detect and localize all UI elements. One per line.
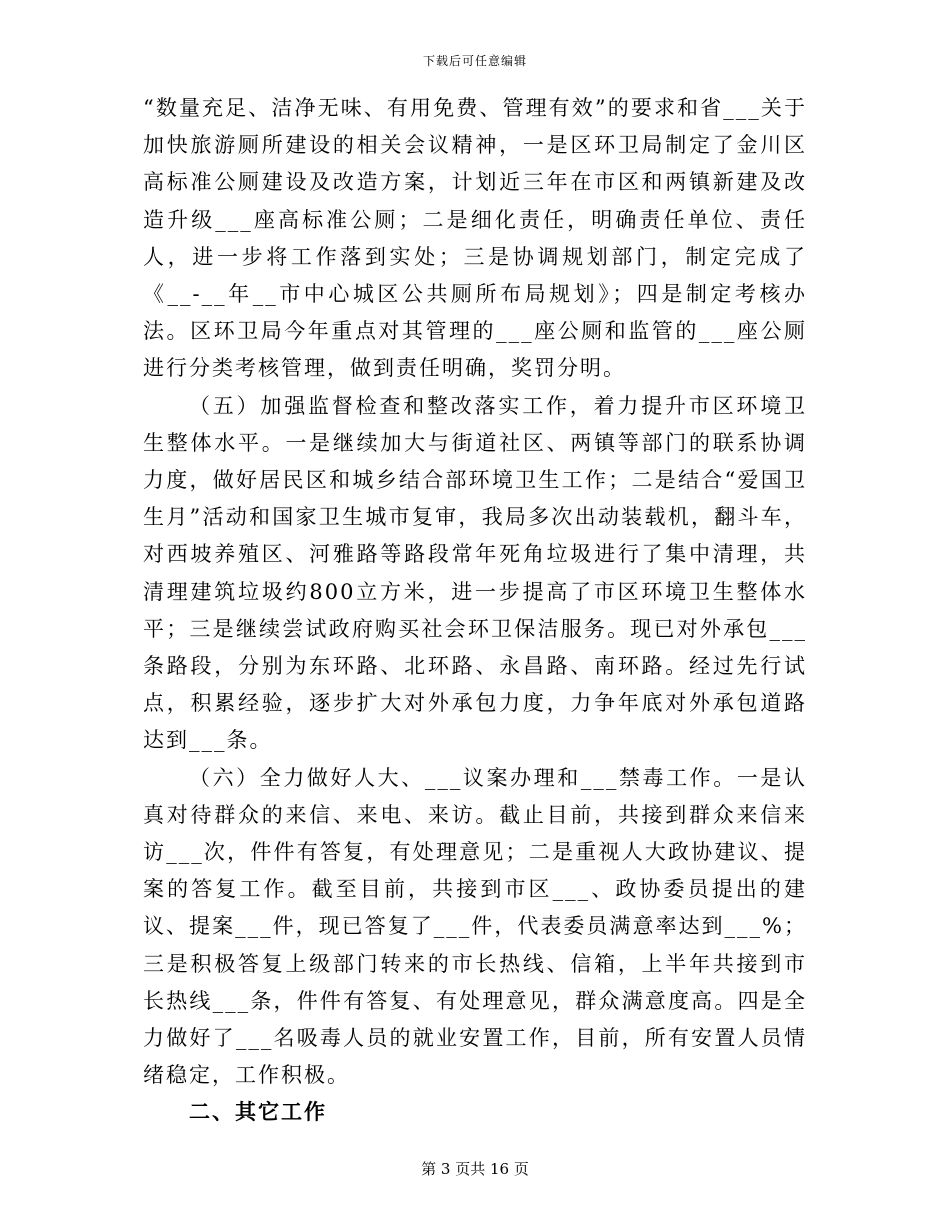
page-header: 下载后可任意编辑 [422, 54, 527, 68]
page-footer: 第 3 页共 16 页 [421, 1160, 529, 1178]
paragraph-1: “数量充足、洁净无味、有用免费、管理有效”的要求和省___关于加快旅游厕所建设的相关会议精神，一是区环卫局制定了金川区高标准公厕建设及改造方案，计划近三年在市区和两镇新建及改造升级___座高标准公厕；二是细化责任，明确责任单位、责任人，进一步将工作落到实处；三是协调规划部门，制定完成了《__-__年__市中心城区公共厕所布局规划》；四是制定考核办法。区环卫局今年重点对其管理的___座公厕和监管的___座公厕进行分类考核管理，做到责任明确，奖罚分明。 [143, 96, 807, 381]
paragraph-3: （六）全力做好人大、___议案办理和___禁毒工作。一是认真对待群众的来信、来电、来访。截止目前，共接到群众来信来访___次，件件有答复，有处理意见；二是重视人大政协建议、提案的答复工作。截至目前，共接到市区___、政协委员提出的建议、提案___件，现已答复了___件，代表委员满意率达到___%；三是积极答复上级部门转来的市长热线、信箱，上半年共接到市长热线___条，件件有答复、有处理意见，群众满意度高。四是全力做好了___名吸毒人员的就业安置工作，目前，所有安置人员情绪稳定，工作积极。 [143, 765, 807, 1088]
document-body [143, 90, 807, 1132]
paragraph-2: （五）加强监督检查和整改落实工作，着力提升市区环境卫生整体水平。一是继续加大与街道社区、两镇等部门的联系协调力度，做好居民区和城乡结合部环境卫生工作；二是结合“爱国卫生月”活动和国家卫生城市复审，我局多次出动装载机，翻斗车，对西坡养殖区、河雅路等路段常年死角垃圾进行了集中清理，共清理建筑垃圾约800立方米，进一步提高了市区环境卫生整体水平；三是继续尝试政府购买社会环卫保洁服务。现已对外承包___条路段，分别为东环路、北环路、永昌路、南环路。经过先行试点，积累经验，逐步扩大对外承包力度，力争年底对外承包道路达到___条。 [143, 393, 807, 753]
section-heading: 二、其它工作 [189, 1100, 327, 1125]
